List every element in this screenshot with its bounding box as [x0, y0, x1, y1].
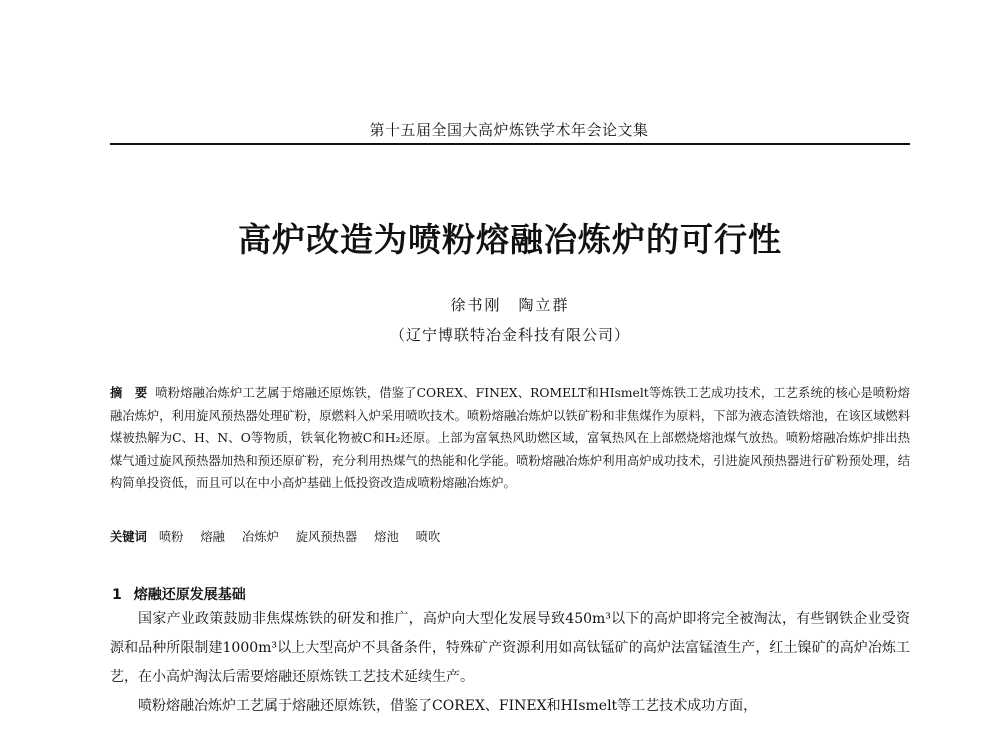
abstract-text: 喷粉熔融冶炼炉工艺属于熔融还原炼铁，借鉴了COREX、FINEX、ROMELT和HIsmelt等炼铁工艺成功技术，工艺系统的核心是喷粉熔融冶炼炉，利用旋风预热器处理矿粉，原燃料入炉采用喷吹技术。喷粉熔融冶炼炉以铁矿粉和非焦煤作为原料，下部为液态渣铁熔池，在该区域燃料煤被热解为C、H、N、O等物质，铁氧化物被C和H₂还原。上部为富氧热风助燃区域，富氧热风在上部燃烧熔池煤气放热。喷粉熔融冶炼炉排出热煤气通过旋风预热器加热和预还原矿粉，充分利用热煤气的热能和化学能。喷粉熔融冶炼炉利用高炉成功技术，引进旋风预热器进行矿粉预处理，结构简单投资低，而且可以在中小高炉基础上低投资改造成喷粉熔融冶炼炉。: [110, 386, 910, 490]
abstract-label: 摘 要: [110, 386, 148, 400]
section-number: 1: [112, 587, 122, 603]
affiliation: （辽宁博联特冶金科技有限公司）: [389, 326, 630, 344]
running-header: 第十五届全国大高炉炼铁学术年会论文集: [369, 121, 649, 139]
keyword: 熔池: [374, 530, 399, 544]
body-paragraph: 喷粉熔融冶炼炉工艺属于熔融还原炼铁，借鉴了COREX、FINEX和HIsmelt等工艺技术成功方面，: [138, 698, 758, 714]
paper-title: 高炉改造为喷粉熔融冶炼炉的可行性: [238, 220, 782, 259]
keyword: 熔融: [200, 530, 225, 544]
abstract: [110, 382, 910, 495]
keyword: 旋风预热器: [295, 530, 358, 544]
body-paragraph: 国家产业政策鼓励非焦煤炼铁的研发和推广，高炉向大型化发展导致450m³以下的高炉即将完全被淘汰，有些钢铁企业受资源和品种所限制建1000m³以上大型高炉不具备条件，特殊矿产资源利用如高钛锰矿的高炉法富锰渣生产，红土镍矿的高炉冶炼工艺，在小高炉淘汰后需要熔融还原炼铁工艺技术延续生产。: [110, 611, 910, 685]
keywords: [110, 527, 910, 545]
section-title: 熔融还原发展基础: [133, 587, 246, 603]
header-rule: [110, 143, 910, 145]
keyword: 喷粉: [158, 530, 184, 544]
keyword: 喷吹: [415, 530, 441, 544]
authors: 徐书刚 陶立群: [450, 296, 570, 314]
section-heading: [112, 584, 246, 604]
keywords-label: 关键词: [110, 530, 147, 544]
body-text: [110, 605, 910, 721]
keyword: 冶炼炉: [241, 530, 279, 544]
